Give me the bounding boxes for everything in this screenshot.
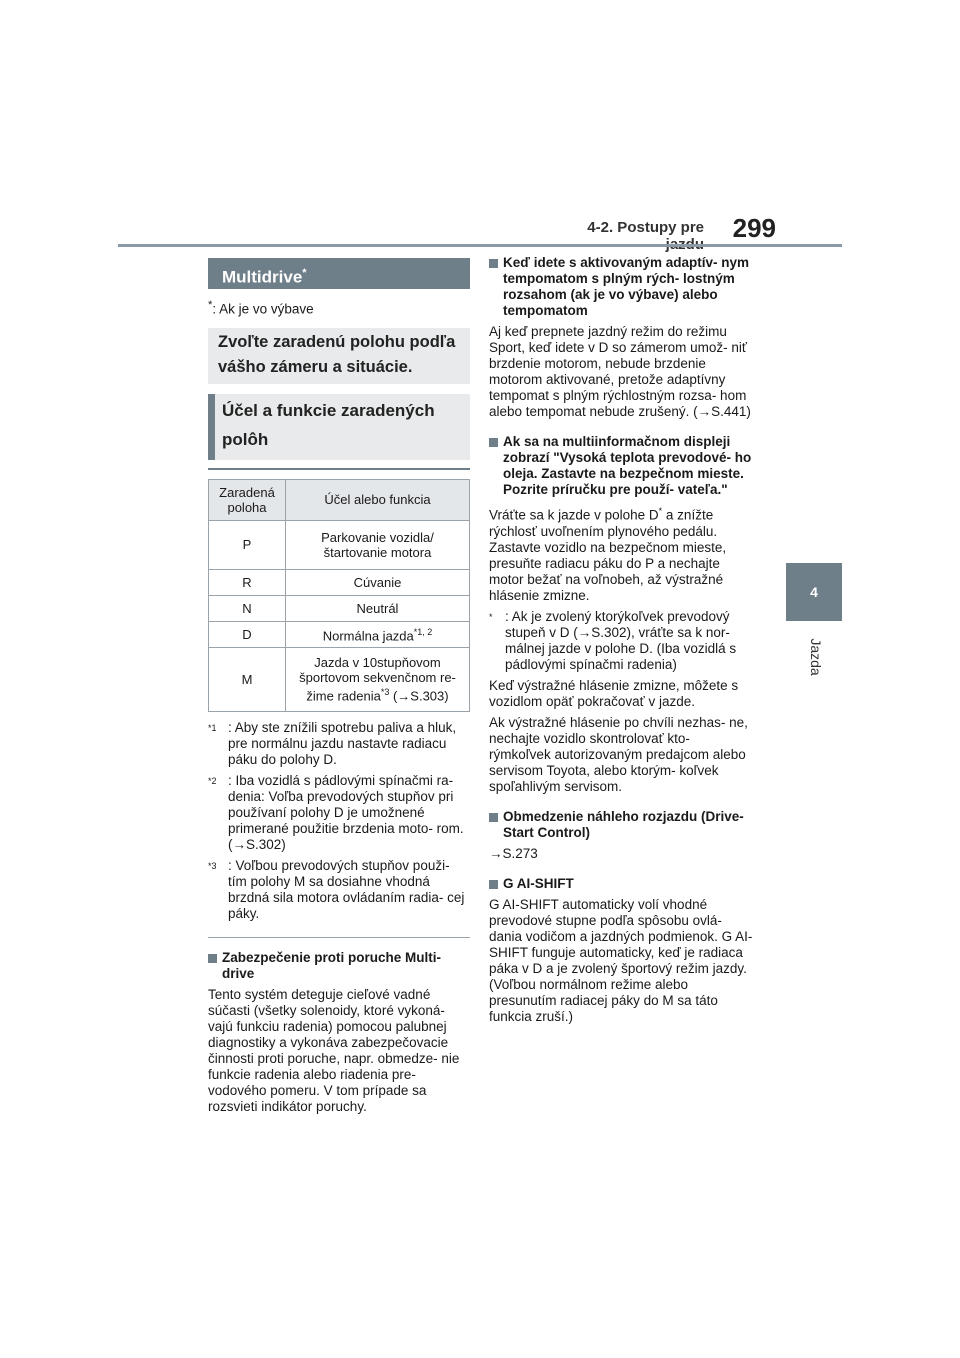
- cell-function: Parkovanie vozidla/ štartovanie motora: [286, 520, 470, 569]
- footnote-mark-text: *3: [208, 860, 217, 871]
- table-header-row: [209, 479, 470, 520]
- table-row: [209, 569, 470, 595]
- table-row: [209, 595, 470, 621]
- multidrive-heading: [208, 258, 470, 289]
- equipment-note-mark: *: [208, 299, 213, 311]
- chapter-tab: 4: [786, 563, 842, 621]
- right-column: [489, 255, 755, 1025]
- square-bullet-icon: [489, 259, 498, 268]
- temperature-body-a: Vráťte sa k jazde v polohe D: [489, 507, 659, 523]
- footnote-ref: *1, 2: [413, 626, 433, 637]
- cell-function: Cúvanie: [286, 569, 470, 595]
- footnote-text: : Voľbou prevodových stupňov použi- tím polohy M sa dosiahne vhodná brzdná sila motora ovládaním radia- cej páky.: [228, 857, 465, 921]
- page-number: 299: [732, 213, 776, 243]
- cell-function-text: Jazda v 10stupňovom športovom sekvenčnom re- žime radenia: [299, 654, 456, 704]
- chapter-label-text: Jazda: [808, 638, 824, 676]
- drive-start-body: →S.273: [489, 845, 538, 861]
- cell-position: P: [209, 520, 286, 569]
- multidrive-title-mark: *: [302, 267, 307, 279]
- table-row: [209, 621, 470, 647]
- table-header-position: Zaradená poloha: [209, 479, 286, 520]
- cell-position: D: [209, 621, 286, 647]
- footnote: [208, 773, 470, 853]
- failsafe-title-text: Zabezpečenie proti poruche Multi- drive: [222, 949, 442, 981]
- positions-purpose-heading: Účel a funkcie zaradených polôh: [208, 394, 470, 460]
- g-ai-shift-section: [489, 876, 755, 1025]
- temperature-note-mark-text: *: [489, 611, 493, 622]
- temperature-title: [489, 434, 755, 498]
- footnote-text: : Aby ste znížili spotrebu paliva a hluk, pre normálnu jazdu nastavte radiacu páku do polohy D.: [228, 719, 457, 767]
- cruise-title-text: Keď idete s aktivovaným adaptív- nym tempomatom s plným rých- lostným rozsahom (ak je vo výbave) alebo tempomatom: [503, 255, 750, 318]
- footnote-mark-text: *2: [208, 775, 217, 786]
- temperature-note-mark: [489, 609, 493, 630]
- failsafe-section: [208, 950, 470, 1115]
- cruise-body: Aj keď prepnete jazdný režim do režimu Sport, keď idete v D so zámerom umož- niť brzdenie motorom, nebude brzdenie motorom aktivované, pretože adaptívny tempomat s plným rýchlostným rozsa- hom alebo tempomat nebude zrušený. (→S.441): [489, 324, 751, 419]
- heading-underline: [208, 468, 470, 470]
- left-column: [208, 258, 470, 1115]
- temperature-para2: Keď výstražné hlásenie zmizne, môžete s vozidlom opäť pokračovať v jazde.: [489, 677, 739, 709]
- footnote: [208, 858, 470, 922]
- temperature-body-b: a znížte rýchlosť uvoľnením plynového pedálu. Zastavte vozidlo na bezpečnom mieste, presuňte radiacu páku do P a nechajte motor bežať na voľnobeh, až výstražné hlásenie zmizne.: [489, 507, 727, 603]
- footnote-mark: [208, 773, 217, 794]
- shift-position-table: [208, 479, 470, 712]
- table-row: [209, 520, 470, 569]
- square-bullet-icon: [489, 880, 498, 889]
- temperature-body: [489, 503, 755, 604]
- temperature-note: [489, 609, 755, 673]
- g-ai-shift-body: G AI-SHIFT automaticky volí vhodné prevodové stupne podľa spôsobu ovlá- dania vodičom a jazdných podmienok. G AI-SHIFT funguje automaticky, keď je radiaca páka v D a je zvolený športový režim jazdy. (Voľbou normálnom režime alebo presunutím radiacej páky do M sa táto funkcia zruší.): [489, 896, 753, 1024]
- cell-function: Neutrál: [286, 595, 470, 621]
- square-bullet-icon: [489, 438, 498, 447]
- temperature-section: [489, 434, 755, 795]
- failsafe-body: Tento systém deteguje cieľové vadné súčasti (všetky solenoidy, ktoré vykoná- vajú funkciu radenia) pomocou palubnej diagnostiky a vykonáva zabezpečovacie činnosti proti poruche, napr. obmedze- nie funkcie radenia alebo riadenia pre- vodového pomeru. V tom prípade sa rozsvieti indikátor poruchy.: [208, 986, 460, 1114]
- drive-start-title: [489, 809, 755, 841]
- section-title: 4-2. Postupy pre: [587, 219, 704, 236]
- multidrive-title: Multidrive: [222, 267, 303, 287]
- temperature-title-text: Ak sa na multiinformačnom displeji zobrazí "Vysoká teplota prevodové- ho oleja. Zastavte na bezpečnom mieste. Pozrite príručku pre použí- vateľa.": [503, 434, 752, 497]
- equipment-note: [208, 297, 470, 318]
- g-ai-shift-title: [489, 876, 755, 892]
- footnote-mark: [208, 720, 217, 741]
- table-row: [209, 647, 470, 711]
- failsafe-title: [208, 950, 470, 982]
- cell-function-text: Normálna jazda: [322, 628, 414, 644]
- cell-position: N: [209, 595, 286, 621]
- header-rule: [118, 244, 842, 247]
- select-position-box: Zvoľte zaradenú polohu podľa vášho zámeru a situácie.: [208, 328, 470, 384]
- g-ai-shift-title-text: G AI-SHIFT: [503, 875, 574, 891]
- drive-start-section: [489, 809, 755, 862]
- drive-start-title-text: Obmedzenie náhleho rozjazdu (Drive-Start Control): [503, 808, 744, 840]
- cruise-title: [489, 255, 755, 319]
- cell-function: [286, 621, 470, 647]
- square-bullet-icon: [489, 813, 498, 822]
- footnote-text: : Iba vozidlá s pádlovými spínačmi ra- denia: Voľba prevodových stupňov pri používaní polohy D je umožnené primerané použitie brzdenia moto- rom. (→S.302): [228, 772, 464, 852]
- footnote-ref: *3: [380, 686, 390, 697]
- cell-position: M: [209, 647, 286, 711]
- footnote: [208, 720, 470, 768]
- cruise-section: [489, 255, 755, 420]
- section-divider: [208, 937, 470, 938]
- equipment-note-text: : Ak je vo výbave: [212, 301, 314, 317]
- chapter-label: [796, 632, 836, 682]
- cell-position: R: [209, 569, 286, 595]
- footnote-mark-text: *1: [208, 722, 217, 733]
- temperature-body-mark: *: [658, 506, 663, 516]
- square-bullet-icon: [208, 954, 217, 963]
- footnote-mark: [208, 858, 217, 879]
- temperature-para3: Ak výstražné hlásenie po chvíli nezhas- ne, nechajte vozidlo skontrolovať kto- rýmkoľvek autorizovaným predajcom alebo servisom Toyota, alebo ktorým- koľvek spoľahlivým servisom.: [489, 714, 748, 794]
- temperature-note-text: : Ak je zvolený ktorýkoľvek prevodový stupeň v D (→S.302), vráťte sa k nor- málnej jazde v polohe D. (Iba vozidlá s pádlovými spínačmi radenia): [505, 608, 737, 672]
- table-header-function: Účel alebo funkcia: [286, 479, 470, 520]
- cell-function: [286, 647, 470, 711]
- cell-function-ref: (→S.303): [389, 688, 449, 704]
